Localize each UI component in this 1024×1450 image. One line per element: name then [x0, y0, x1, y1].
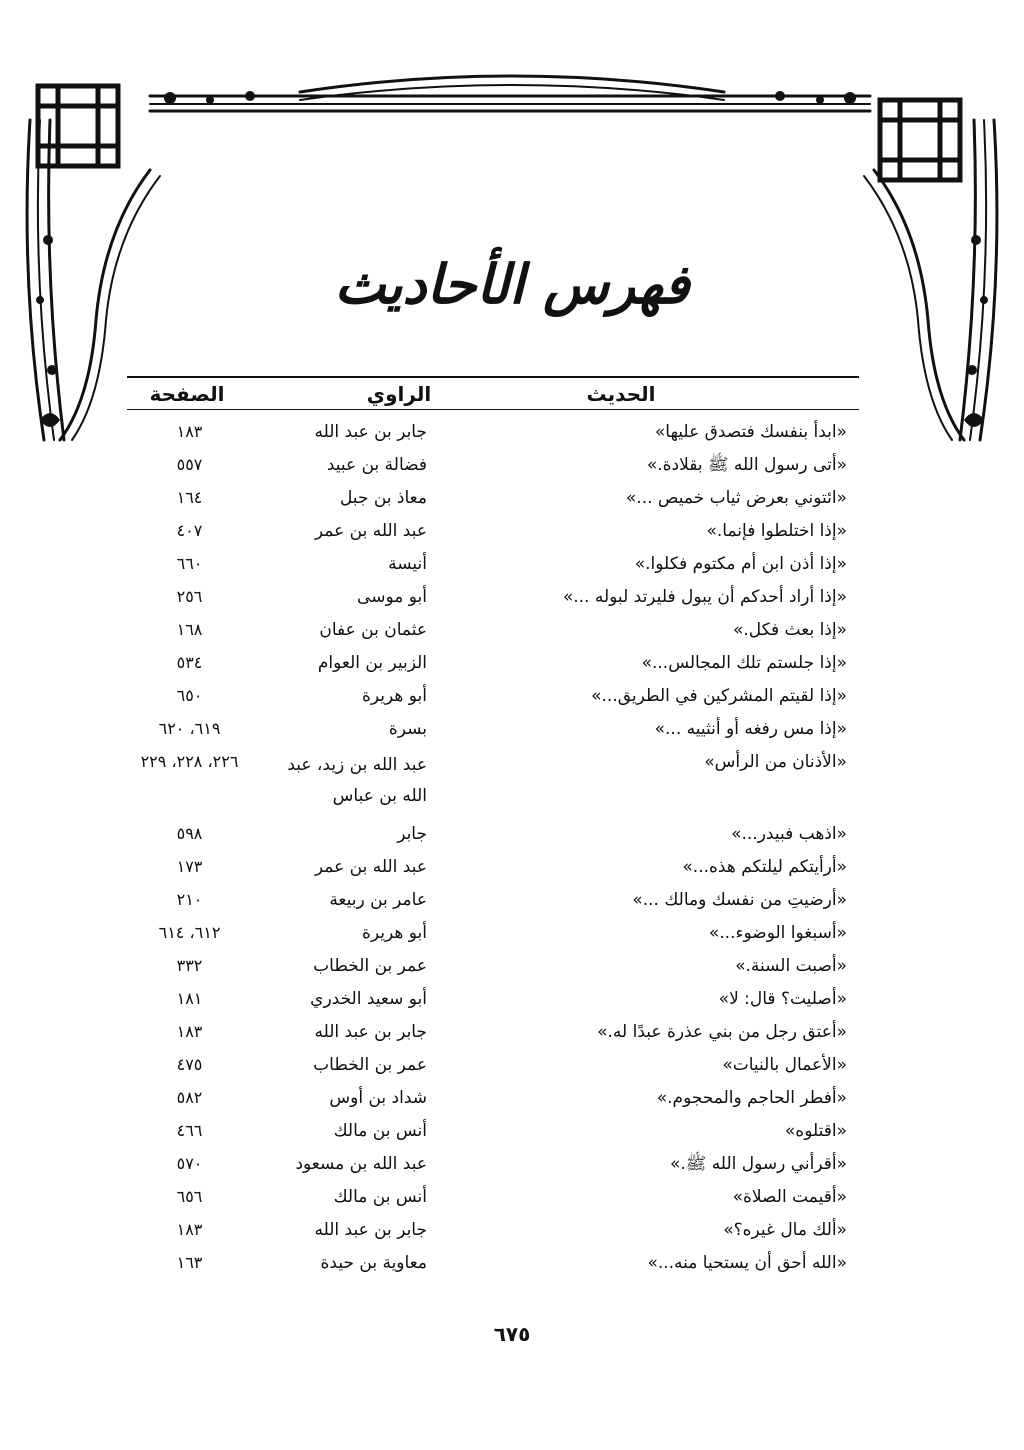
page-ref: ٦٦٠ [176, 554, 203, 573]
table-row [127, 1020, 859, 1053]
table-row [127, 954, 859, 987]
page-ref: ٥٨٢ [176, 1088, 203, 1107]
hadith-text: «إذا اختلطوا فإنما.» [706, 521, 847, 541]
hadith-text: «الأذنان من الرأس» [704, 752, 847, 772]
page-ref: ٤٦٦ [176, 1121, 203, 1140]
page-ref: ٦١٩، ٦٢٠ [158, 719, 221, 738]
rawi-name: جابر بن عبد الله [314, 1022, 427, 1042]
table-row [127, 750, 859, 816]
page-title: فهرس الأحاديث [334, 252, 690, 316]
hadith-text: «إذا بعث فكل.» [732, 620, 847, 640]
rawi-name: الزبير بن العوام [317, 653, 427, 673]
page-ref: ٥٣٤ [176, 653, 203, 672]
hadith-text: «ألك مال غيره؟» [723, 1220, 847, 1240]
rawi-name: فضالة بن عبيد [326, 455, 427, 475]
page-ref: ١٨٣ [176, 1220, 203, 1239]
page-ref: ٦٥٦ [176, 1187, 203, 1206]
header-hadith: الحديث [586, 382, 656, 406]
table-row [127, 486, 859, 519]
page-ref: ٣٣٢ [176, 956, 203, 975]
rawi-name: أنس بن مالك [333, 1121, 427, 1141]
table-row [127, 717, 859, 750]
table-row [127, 684, 859, 717]
hadith-text: «أصليت؟ قال: لا» [718, 989, 847, 1009]
page-ref: ٥٩٨ [176, 824, 203, 843]
table-row [127, 651, 859, 684]
rawi-name: أبو سعيد الخدري [310, 989, 427, 1009]
hadith-text: «إذا لقيتم المشركين في الطريق...» [591, 686, 847, 706]
page-ref: ١٧٣ [176, 857, 203, 876]
table-row [127, 1053, 859, 1086]
rawi-name: بسرة [388, 719, 427, 739]
hadith-text: «ابدأ بنفسك فتصدق عليها» [654, 422, 847, 442]
header-bottom-rule [127, 409, 859, 410]
hadith-text: «الله أحق أن يستحيا منه...» [647, 1253, 847, 1273]
header-page: الصفحة [149, 382, 225, 406]
table-row [127, 1086, 859, 1119]
page-number: ٦٧٥ [493, 1322, 531, 1346]
page-ref: ٥٧٠ [176, 1154, 203, 1173]
table-row [127, 420, 859, 453]
rawi-name: معاوية بن حيدة [320, 1253, 427, 1273]
page-ref: ١٨٣ [176, 1022, 203, 1041]
page-ref: ١٨١ [176, 989, 203, 1008]
table-row [127, 519, 859, 552]
table-row [127, 552, 859, 585]
table-row [127, 822, 859, 855]
table-row [127, 453, 859, 486]
hadith-text: «إذا أذن ابن أم مكتوم فكلوا.» [634, 554, 847, 574]
page-ref: ٤٠٧ [176, 521, 203, 540]
rawi-name: أنيسة [388, 554, 427, 574]
hadith-text: «أقيمت الصلاة» [732, 1187, 847, 1207]
page-ref: ١٨٣ [176, 422, 203, 441]
hadith-text: «أرأيتكم ليلتكم هذه...» [682, 857, 847, 877]
table-row [127, 855, 859, 888]
table-row [127, 888, 859, 921]
header-rawi: الراوي [366, 382, 432, 406]
rawi-name: أبو موسى [357, 587, 427, 607]
table-row [127, 1119, 859, 1152]
rawi-name: جابر بن عبد الله [314, 1220, 427, 1240]
rawi-name: عثمان بن عفان [319, 620, 427, 640]
rawi-name: عبد الله بن عمر [314, 521, 427, 541]
hadith-text: «إذا مس رفغه أو أنثييه ...» [654, 719, 847, 739]
hadith-text: «ائتوني بعرض ثياب خميص ...» [625, 488, 847, 508]
page-ref: ٢١٠ [176, 890, 203, 909]
page-ref: ٢٥٦ [176, 587, 203, 606]
hadith-text: «أقرأني رسول الله ﷺ.» [669, 1154, 847, 1174]
hadith-text: «أصبت السنة.» [735, 956, 847, 976]
rawi-name: أنس بن مالك [333, 1187, 427, 1207]
table-row [127, 585, 859, 618]
rawi-name: شداد بن أوس [329, 1088, 427, 1108]
hadith-text: «أفطر الحاجم والمحجوم.» [656, 1088, 847, 1108]
table-row [127, 1251, 859, 1284]
page-ref: ١٦٣ [176, 1253, 203, 1272]
rawi-name: عمر بن الخطاب [313, 1055, 427, 1075]
header-top-rule [127, 376, 859, 378]
hadith-text: «اقتلوه» [784, 1121, 847, 1141]
table-row [127, 1185, 859, 1218]
page-ref: ٥٥٧ [176, 455, 203, 474]
rawi-name: جابر بن عبد الله [314, 422, 427, 442]
table-body [127, 420, 859, 1284]
rawi-name: عبد الله بن زيد، عبد الله بن عباس [287, 755, 427, 806]
rawi-name: معاذ بن جبل [339, 488, 427, 508]
rawi-name: عبد الله بن عمر [314, 857, 427, 877]
hadith-text: «أعتق رجل من بني عذرة عبدًا له.» [597, 1022, 847, 1042]
rawi-name: عامر بن ربيعة [329, 890, 427, 910]
page-ref: ٦١٢، ٦١٤ [158, 923, 221, 942]
rawi-name: جابر [397, 824, 427, 844]
page-ref: ٢٢٦، ٢٢٨، ٢٢٩ [140, 752, 239, 771]
hadith-text: «اذهب فبيدر...» [731, 824, 847, 844]
hadith-text: «أرضيتِ من نفسك ومالك ...» [632, 890, 847, 910]
page-ref: ٤٧٥ [176, 1055, 203, 1074]
page-ref: ٦٥٠ [176, 686, 203, 705]
page-ref: ١٦٨ [176, 620, 203, 639]
table-row [127, 987, 859, 1020]
hadith-text: «إذا أراد أحدكم أن يبول فليرتد لبوله ...» [562, 587, 847, 607]
rawi-name: أبو هريرة [361, 686, 427, 706]
page-ref: ١٦٤ [176, 488, 203, 507]
rawi-name: أبو هريرة [361, 923, 427, 943]
hadith-text: «أتى رسول الله ﷺ بقلادة.» [646, 455, 847, 475]
hadith-text: «أسبغوا الوضوء...» [708, 923, 847, 943]
table-row [127, 1218, 859, 1251]
table-row [127, 921, 859, 954]
hadith-text: «الأعمال بالنيات» [722, 1055, 847, 1075]
rawi-name: عمر بن الخطاب [313, 956, 427, 976]
rawi-name: عبد الله بن مسعود [295, 1154, 427, 1174]
table-header [127, 382, 859, 408]
table-row [127, 618, 859, 651]
table-row [127, 1152, 859, 1185]
hadith-text: «إذا جلستم تلك المجالس...» [641, 653, 847, 673]
